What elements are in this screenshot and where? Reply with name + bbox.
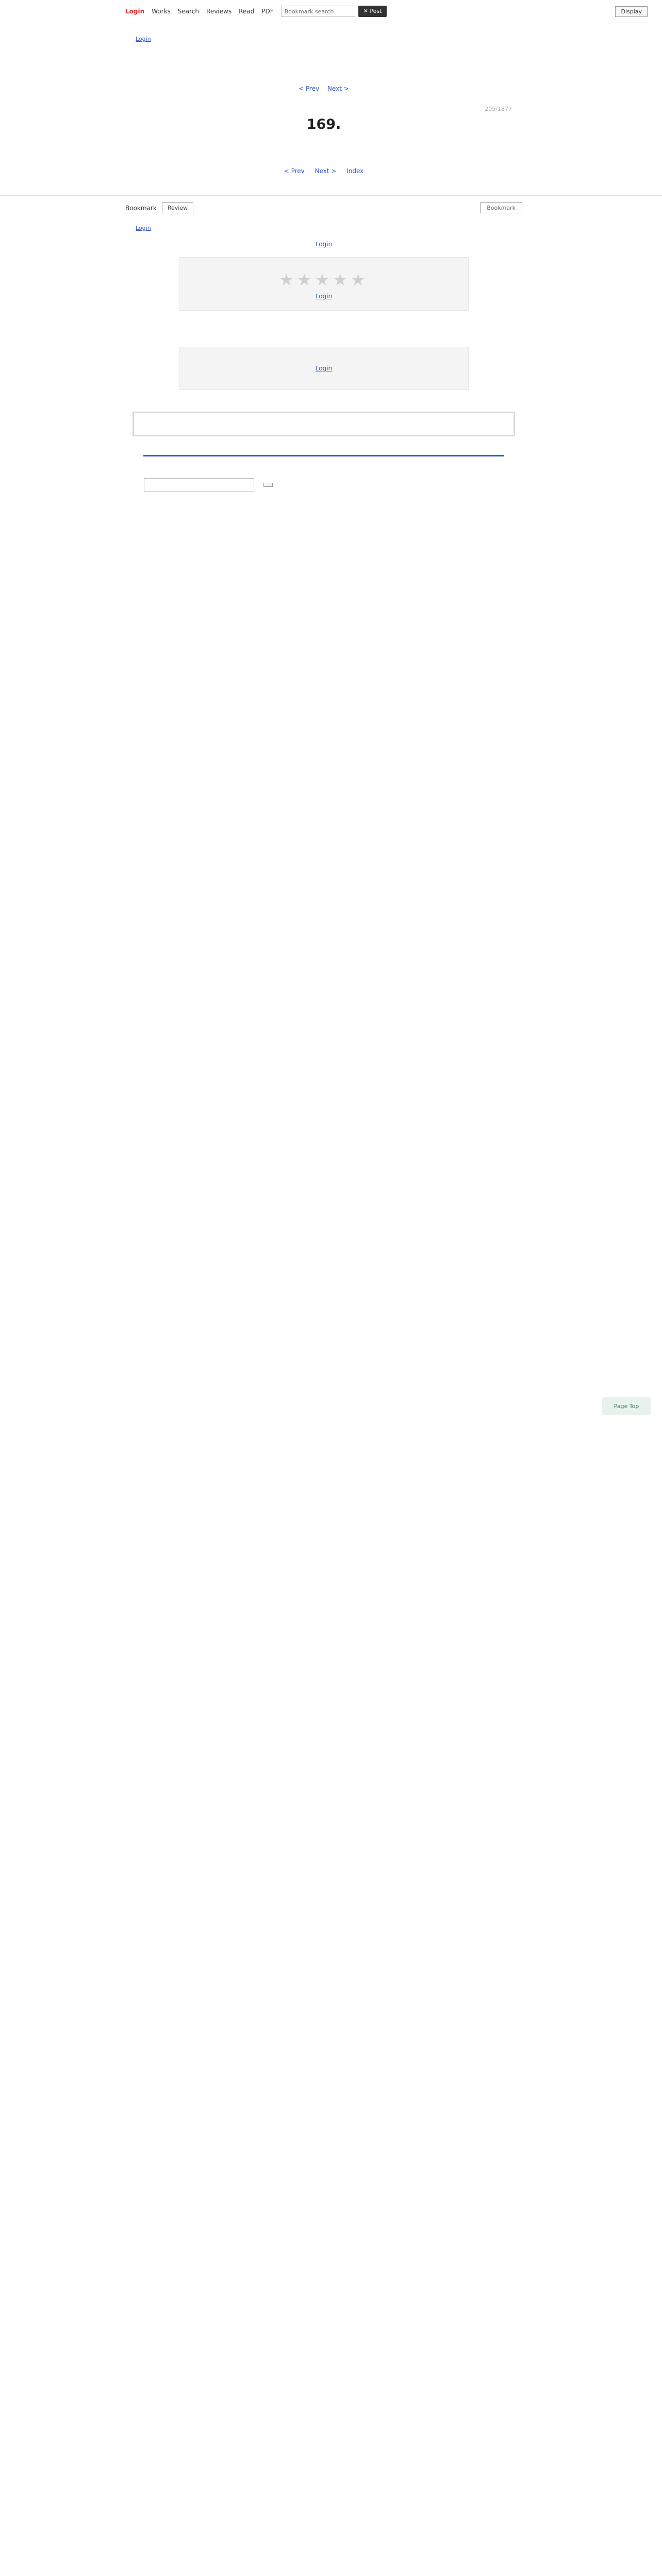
bottom-note-login-link[interactable]: Login: [136, 224, 151, 231]
index-link-bottom[interactable]: Index: [346, 167, 364, 175]
rating-panel: [179, 257, 469, 311]
review-login-link[interactable]: Login: [315, 364, 333, 372]
post-button[interactable]: ✕ Post: [358, 6, 387, 17]
impression-login-note: [179, 241, 468, 248]
nav-item-works[interactable]: Works: [152, 8, 171, 15]
impression-login-link[interactable]: Login: [315, 240, 333, 248]
bookmark-search-input[interactable]: [281, 6, 355, 17]
display-settings-button[interactable]: Display: [615, 6, 648, 17]
nav-item-reviews[interactable]: Reviews: [206, 8, 232, 15]
bookmark-label: Bookmark: [125, 204, 157, 212]
top-nav: [0, 0, 662, 23]
page-top-label: Page Top: [614, 1402, 639, 1410]
nav-item-search[interactable]: Search: [177, 8, 200, 15]
next-link[interactable]: Next >: [327, 84, 349, 92]
pager-top: [136, 85, 512, 92]
footer-search-button[interactable]: [263, 483, 273, 487]
bottom-bookmark-note: [136, 225, 512, 231]
episode-title: 169.: [306, 116, 341, 132]
episode-number: 205/1877: [485, 105, 512, 112]
nav-item-pdf[interactable]: PDF: [261, 8, 274, 15]
novel-page: [136, 36, 512, 175]
rating-login-link[interactable]: Login: [315, 292, 333, 300]
review-panel: [179, 347, 469, 390]
author-links: [143, 451, 504, 456]
bookmark-note-login-link[interactable]: Login: [136, 36, 151, 42]
page-top-button[interactable]: [602, 1397, 651, 1415]
next-link-bottom[interactable]: Next >: [315, 167, 337, 175]
bookmark-note: [136, 36, 512, 42]
rating-stars[interactable]: ★★★★★: [279, 269, 369, 290]
footer: [125, 478, 522, 492]
nav-item-read[interactable]: Read: [239, 8, 255, 15]
nav-login-link[interactable]: Login: [125, 8, 145, 15]
notice-panel: [133, 412, 515, 436]
add-bookmark-button[interactable]: Bookmark: [480, 202, 522, 213]
pager-bottom: [136, 167, 512, 175]
impression-button[interactable]: Review: [162, 202, 193, 213]
prev-link-bottom[interactable]: < Prev: [284, 167, 305, 175]
series-title-block: [136, 52, 512, 62]
footer-search-input[interactable]: [144, 478, 254, 492]
bottom-toolbar: [0, 195, 662, 221]
prev-link[interactable]: < Prev: [299, 84, 320, 92]
rating-login-note: [179, 293, 468, 300]
